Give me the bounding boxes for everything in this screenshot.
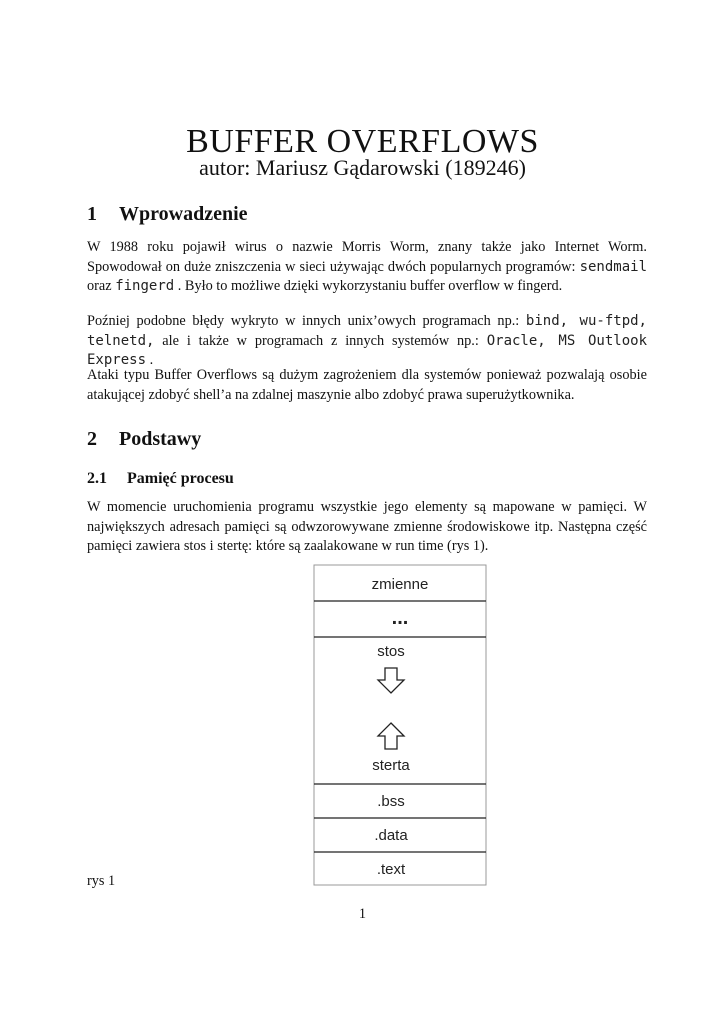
- memory-layout-diagram: [311, 562, 489, 888]
- segment-bss: .bss: [377, 793, 405, 810]
- arrow-up-icon: [378, 723, 404, 749]
- text: .: [146, 352, 154, 368]
- section-heading-1: [87, 203, 248, 226]
- subsection-number: 2.1: [87, 470, 107, 487]
- section-title: Podstawy: [119, 428, 202, 450]
- document-author: autor: Mariusz Gądarowski (189246): [199, 155, 526, 180]
- segment-data: .data: [374, 827, 408, 844]
- text: oraz: [87, 278, 116, 294]
- segment-text: .text: [376, 861, 406, 878]
- subsection-title: Pamięć procesu: [127, 470, 234, 487]
- segment-sterta: sterta: [372, 757, 410, 774]
- code-unix-programs: bind, wu-ftpd, telnetd,: [87, 313, 647, 349]
- subsection-heading-2-1: [87, 470, 234, 488]
- page-number: 1: [358, 906, 367, 922]
- document-title: BUFFER OVERFLOWS: [186, 123, 539, 160]
- code-other-programs: Oracle, MS Outlook Express: [87, 332, 648, 368]
- segment-stos: stos: [377, 643, 405, 660]
- text: . Było to możliwe dzięki wykorzystaniu buffer overflow w fingerd.: [174, 278, 563, 294]
- segment-zmienne: zmienne: [371, 576, 429, 593]
- section-number: 2: [87, 428, 97, 450]
- arrow-down-icon: [378, 668, 404, 693]
- figure-caption: rys 1: [87, 873, 116, 889]
- code-fingerd: fingerd: [115, 278, 175, 294]
- text: W 1988 roku pojawił wirus o nazwie Morris Worm, znany także jako Internet Worm. Spowodował on duże zniszczenia w sieci używając dwóch popularnych programów:: [87, 239, 647, 275]
- section-heading-2: [87, 428, 201, 451]
- section-title: Wprowadzenie: [119, 203, 248, 225]
- code-sendmail: sendmail: [579, 258, 647, 275]
- segment-ellipsis: ...: [391, 607, 409, 629]
- paragraph-intro: [87, 238, 647, 297]
- text: Poźniej podobne błędy wykryto w innych unix’owych programach np.:: [87, 313, 526, 329]
- text: ale i także w programach z innych systemów np.:: [154, 332, 487, 349]
- paragraph-later-bugs: [87, 312, 647, 371]
- paragraph-memory: W momencie uruchomienia programu wszystkie jego elementy są mapowane w pamięci. W największych adresach pamięci są odwzorowywane zmienne środowiskowe itp. Następna część pamięci zawiera stos i stertę: które są zaalakowane w run time (rys 1).: [87, 499, 647, 554]
- paragraph-attacks: Ataki typu Buffer Overflows są dużym zagrożeniem dla systemów ponieważ pozwalają osobie atakującej zdobyć shell’a na zdalnej maszynie albo zdobyć prawa superużytkownika.: [87, 367, 647, 403]
- section-number: 1: [87, 203, 97, 225]
